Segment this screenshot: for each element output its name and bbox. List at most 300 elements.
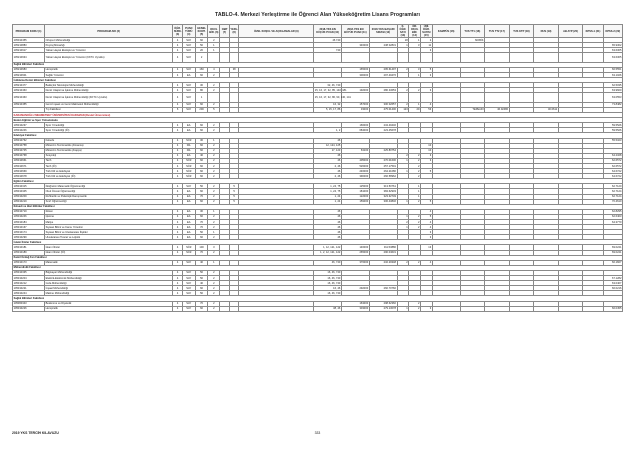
table-cell — [239, 306, 314, 311]
table-cell: 122000 — [341, 194, 369, 199]
table-cell: 2, 46 — [314, 174, 342, 179]
table-cell: 1 — [409, 194, 421, 199]
column-header: K. ÖĞR. SAYI (13) — [397, 25, 409, 38]
table-cell: EA — [182, 225, 195, 230]
table-cell: 1 — [409, 189, 421, 194]
table-cell: 105310246 — [13, 214, 45, 219]
table-cell: SAY — [182, 107, 195, 112]
table-cell — [534, 53, 559, 63]
table-cell: 4 — [173, 220, 183, 225]
table-cell: 1 — [208, 138, 220, 143]
table-cell: 105310768 — [13, 153, 45, 158]
table-cell: 16, 46, 740 — [314, 276, 342, 281]
table-cell: 1, 2, 12, 121, 122 — [314, 250, 342, 255]
table-cell: 63.0553 — [603, 93, 622, 103]
table-cell: 4 — [173, 128, 183, 133]
table-cell: 62.5035 — [603, 83, 622, 88]
table-cell: 2 — [208, 235, 220, 240]
table-cell: 60 — [195, 169, 208, 174]
table-cell: 66.0216 — [603, 286, 622, 291]
table-cell: 4 — [173, 250, 183, 255]
table-cell: 105310762 — [13, 138, 45, 143]
table-cell: 2 — [208, 270, 220, 275]
table-cell: 4 — [173, 158, 183, 163]
table-cell: 2 — [397, 220, 409, 225]
table-cell: 105310221 — [13, 286, 45, 291]
table-cell: EA — [182, 189, 195, 194]
table-cell: 80 — [195, 88, 208, 93]
table-cell: 105310719 — [13, 209, 45, 214]
table-cell: 105310174 — [13, 230, 45, 235]
table-cell: 62.7120 — [603, 184, 622, 189]
table-cell: 4 — [173, 169, 183, 174]
table-cell: İşletme — [45, 214, 173, 219]
table-cell: 46 — [314, 169, 342, 174]
table-cell: 46.02480 — [485, 107, 510, 112]
table-cell: 4 — [173, 199, 183, 204]
table-cell: 4 — [173, 143, 183, 148]
table-cell: 16, 46 — [314, 286, 342, 291]
table-cell: SAY — [182, 281, 195, 286]
table-cell: 4 — [173, 209, 183, 214]
table-cell — [460, 306, 485, 311]
table-cell: 105310209 — [13, 194, 45, 199]
table-cell: 46 — [314, 138, 342, 143]
table-cell: Bilgisayar Mühendisliği — [45, 270, 173, 275]
table-cell: 6 — [173, 107, 183, 112]
table-cell: 2 — [208, 301, 220, 306]
table-cell: SÖZ — [182, 250, 195, 255]
table-cell: 66.5551 — [603, 67, 622, 72]
table-cell — [485, 306, 510, 311]
table-cell: 123 — [397, 107, 409, 112]
table-cell: 4 — [421, 225, 433, 230]
table-cell: 1 — [397, 199, 409, 204]
table-cell: 1 — [208, 48, 220, 53]
table-cell: 60 — [195, 38, 208, 43]
column-header: AB AYP (20) — [558, 25, 583, 38]
table-cell: 70 — [195, 301, 208, 306]
table-cell: 2 — [409, 306, 421, 311]
table-cell: 4 — [173, 163, 183, 168]
table-cell: 105310189 — [13, 250, 45, 255]
table-cell: 4 — [421, 102, 433, 107]
table-cell — [421, 93, 433, 103]
table-cell — [220, 306, 230, 311]
table-cell: 2 — [208, 250, 220, 255]
table-cell: 740 — [314, 48, 342, 53]
column-header: 2018-YKS BAŞARI SIRASI (12) — [369, 25, 397, 38]
table-cell: 105310661 — [13, 158, 45, 163]
table-cell: 16, 46, 740 — [314, 281, 342, 286]
table-cell: 105310226 — [13, 306, 45, 311]
table-cell: 5 — [208, 107, 220, 112]
table-cell: Makine Mühendisliği — [45, 291, 173, 296]
table-cell: 225.80754 — [369, 148, 397, 153]
table-cell: 4 — [173, 306, 183, 311]
table-cell: 5 — [229, 199, 239, 204]
table-cell: Felsefe — [45, 138, 173, 143]
table-cell: 2 — [208, 169, 220, 174]
table-cell: 60 — [195, 214, 208, 219]
table-cell: Spor Yöneticiliği (İÖ) — [45, 128, 173, 133]
table-cell — [534, 306, 559, 311]
table-cell: 2 — [409, 88, 421, 93]
table-cell: 4 — [173, 214, 183, 219]
table-cell — [208, 93, 220, 103]
table-cell: Deniz Ulaştırma İşletme Mühendisliği (KKTC Uyruklu) — [45, 93, 173, 103]
table-cell: 15, 16, 17, 32, 86, 90, 140, 141 — [314, 93, 342, 103]
table-cell: 46 — [314, 220, 342, 225]
table-cell: 12, 124, 125 — [314, 143, 342, 148]
table-cell: Deniz Ulaştırma İşletme Mühendisliği — [45, 88, 173, 93]
table-cell: 38, 46 — [314, 306, 342, 311]
table-cell: 105010455 — [13, 38, 45, 43]
table-cell: 29 — [409, 107, 421, 112]
table-cell: SAY — [182, 301, 195, 306]
table-cell: Yaban Hayatı Ekolojisi ve Yönetimi (KKTC Uyruklu) — [45, 53, 173, 63]
table-cell — [409, 53, 421, 63]
table-cell: 2 — [208, 214, 220, 219]
table-cell: 105210477 — [13, 83, 45, 88]
table-cell: 105310167 — [13, 225, 45, 230]
table-cell: 2 — [397, 153, 409, 158]
table-cell: Balıkçılık Teknolojisi Mühendisliği — [45, 83, 173, 88]
table-cell: 15, 16, 17, 32, 85, 140, 181 — [314, 88, 347, 92]
section-label: Edebiyat Fakültesi — [13, 133, 623, 138]
table-cell: 4 — [173, 48, 183, 53]
table-cell: SAY — [182, 260, 195, 265]
table-cell: 3 — [421, 306, 433, 311]
column-header: ÖR. OKUL BİR. (14) — [409, 25, 421, 38]
table-cell: 4 — [173, 123, 183, 128]
table-cell: 223.45678 — [369, 128, 397, 133]
table-cell: 46, 740 — [314, 260, 342, 265]
table-cell: SAY — [182, 270, 195, 275]
table-cell: 60 — [195, 199, 208, 204]
table-cell: EA — [182, 214, 195, 219]
table-cell — [432, 306, 460, 311]
table-cell: DİL — [182, 143, 195, 148]
table-cell — [397, 93, 409, 103]
table-cell: SAY — [182, 102, 195, 107]
table-cell — [409, 93, 421, 103]
table-cell: 4 — [173, 174, 183, 179]
table-cell: 105310745 — [13, 148, 45, 153]
table-cell — [220, 53, 230, 63]
table-cell: 5 — [229, 184, 239, 189]
table-cell: 46 — [314, 158, 342, 163]
table-cell: 2 — [397, 88, 409, 93]
table-cell: 53 — [421, 107, 433, 112]
table-cell: 38 — [229, 67, 239, 72]
table-cell — [432, 93, 460, 103]
table-cell: 1 — [195, 93, 208, 103]
table-cell: 105310237 — [13, 123, 45, 128]
table-cell: 2 — [208, 88, 220, 93]
table-cell: 60 — [195, 235, 208, 240]
table-cell: 50 — [195, 291, 208, 296]
table-cell: 2 — [208, 184, 220, 189]
table-cell: İktisat — [45, 209, 173, 214]
table-cell: 18 — [397, 38, 409, 43]
table-cell: SAY — [182, 291, 195, 296]
table-cell: 2, 46 — [314, 163, 342, 168]
table-cell: 4 — [173, 230, 183, 235]
table-cell: 4 — [173, 83, 183, 88]
table-cell — [509, 93, 534, 103]
table-cell: 105310204 — [13, 276, 45, 281]
table-cell: 5 — [229, 189, 239, 194]
section-label: Kamil Özdağ Fen Fakültesi — [13, 255, 623, 260]
table-cell: 2 — [208, 174, 220, 179]
table-cell: 5, 15, 17, 86 — [314, 107, 342, 112]
table-cell: 46.0611 — [534, 107, 559, 112]
table-cell: 40 — [195, 260, 208, 265]
table-cell: EA — [182, 199, 195, 204]
table-cell: 63.1026 — [603, 72, 622, 77]
table-cell: EA — [182, 72, 195, 77]
table-cell — [432, 53, 460, 63]
table-cell — [460, 53, 485, 63]
column-header: OKUL BİR. (6) — [208, 25, 220, 38]
table-cell: 63.6305 — [603, 53, 622, 63]
table-cell — [229, 53, 239, 63]
table-cell: 160 — [195, 67, 208, 72]
table-cell: SAY — [182, 53, 195, 63]
table-cell: 100 — [195, 245, 208, 250]
table-cell: 2 — [208, 291, 220, 296]
table-cell: 3 — [421, 230, 433, 235]
table-cell — [509, 53, 534, 63]
table-cell: İnşaat Mühendisliği — [45, 286, 173, 291]
table-cell: 60 — [195, 306, 208, 311]
table-cell: Beslenme ve Diyetetik — [45, 301, 173, 306]
table-cell — [583, 93, 603, 103]
table-cell: 4 — [173, 43, 183, 48]
table-cell: 265000 — [341, 250, 369, 255]
table-cell: 64.3770 — [603, 220, 622, 225]
table-header-row — [13, 25, 623, 38]
table-cell: 2 — [208, 286, 220, 291]
table-cell: SAY — [182, 306, 195, 311]
table-cell: 32, 46, 740 — [314, 83, 342, 88]
table-cell — [341, 53, 369, 63]
section-label: Sağlık Bilimleri Fakültesi — [13, 296, 623, 301]
table-cell: 2 — [397, 67, 409, 72]
table-cell: 16, 46, 740 — [314, 291, 342, 296]
programs-table — [12, 24, 623, 312]
table-cell: SAY — [182, 93, 195, 103]
table-cell: 146000 — [341, 245, 369, 250]
table-cell: EA — [182, 230, 195, 235]
table-cell: 13 — [421, 245, 433, 250]
table-cell: 60 — [195, 286, 208, 291]
table-cell: 60 — [195, 102, 208, 107]
table-cell: 105210883 — [13, 43, 45, 48]
table-cell: 376000 — [341, 260, 369, 265]
table-cell: 4 — [173, 88, 183, 93]
table-cell: SÖZ — [182, 245, 195, 250]
table-cell: 234.49446 — [369, 123, 397, 128]
table-cell: 200 — [195, 107, 208, 112]
table-cell: 1 — [397, 214, 409, 219]
table-cell: 1, 24, 75 — [314, 189, 342, 194]
table-cell: 63.9600 — [603, 88, 622, 93]
table-cell: 46 — [314, 225, 342, 230]
section-label: İslami İlimler Fakültesi — [13, 240, 623, 245]
table-cell: 166000 — [341, 123, 369, 128]
table-cell: 384.62903 — [369, 189, 397, 194]
table-body — [13, 38, 623, 312]
table-cell: 311.53880 — [369, 245, 397, 250]
table-cell: 2 — [409, 214, 421, 219]
table-cell: 105310315 — [13, 184, 45, 189]
table-cell: 313.50761 — [369, 184, 397, 189]
table-cell — [239, 53, 314, 63]
table-cell: EA — [182, 209, 195, 214]
table-cell: 2 — [409, 158, 421, 163]
table-cell: 1, 2 — [314, 128, 342, 133]
table-cell — [558, 306, 583, 311]
table-cell: Matematik — [45, 260, 173, 265]
table-cell: 60 — [195, 143, 208, 148]
column-header: TUS KTP (18) — [509, 25, 534, 38]
table-cell: 4 — [173, 93, 183, 103]
table-cell: Gıda Mühendisliği — [45, 281, 173, 286]
table-cell: 60 — [195, 148, 208, 153]
table-cell: DİL — [182, 148, 195, 153]
table-cell: EA — [182, 194, 195, 199]
table-cell: 2 — [195, 53, 208, 63]
table-cell: 20 — [195, 48, 208, 53]
table-cell: 181000 — [341, 189, 369, 194]
table-cell: Ortopez Mühendisliği — [45, 38, 173, 43]
table-cell: 11 — [421, 43, 433, 48]
table-cell: 33000 — [341, 107, 369, 112]
table-cell: 105310758 — [13, 143, 45, 148]
column-header: OBP (7) — [220, 25, 230, 38]
table-cell: 17, 123 — [314, 148, 342, 153]
table-cell: 323.32749 — [369, 194, 397, 199]
table-cell: SAY — [182, 38, 195, 43]
table-cell: 2 — [208, 148, 220, 153]
table-cell: 4 — [173, 281, 183, 286]
table-cell: 62.6572 — [603, 158, 622, 163]
table-cell: 69.0241 — [603, 245, 622, 250]
table-cell: 2 — [397, 260, 409, 265]
table-cell: 279.13078 — [369, 306, 397, 311]
table-cell — [460, 93, 485, 103]
table-cell: 3 — [409, 43, 421, 48]
table-cell: 1 — [409, 72, 421, 77]
table-cell: 260.70760 — [369, 286, 397, 291]
column-header: KPSS-2 (22) — [603, 25, 622, 38]
table-cell: Hemşirelik — [45, 67, 173, 72]
table-cell: 2 — [208, 189, 220, 194]
table-cell: Mütercim Tercümanlık (Almanca) — [45, 143, 173, 148]
table-cell: 526000 — [341, 163, 369, 168]
table-cell: 46 — [314, 153, 342, 158]
table-cell: Siyaset Bilimi ve Kamu Yönetimi — [45, 225, 173, 230]
table-cell: 4 — [173, 67, 183, 72]
column-header: PROGRAM ADI (2) — [45, 25, 173, 38]
table-cell: 4 — [173, 184, 183, 189]
table-cell: 232.29348 — [369, 260, 397, 265]
table-cell: 2 — [208, 220, 220, 225]
table-cell: 66.0455 — [603, 306, 622, 311]
table-cell: 105210463 — [13, 93, 45, 103]
section-label: Mühendislik Fakültesi — [13, 265, 623, 270]
table-cell: 67.1282 — [603, 276, 622, 281]
table-row — [13, 93, 623, 103]
column-header: ÜNİ. ÖĞR. SAYISI (15) — [422, 25, 431, 37]
table-cell: 2 — [208, 163, 220, 168]
table-cell: 70 — [195, 220, 208, 225]
table-cell: Gemi İnşaatı ve Gemi Makineleri Mühendisliği — [45, 102, 173, 107]
table-cell: 105310184 — [13, 220, 45, 225]
table-cell: 2 — [409, 220, 421, 225]
table-cell: 246000 — [341, 169, 369, 174]
table-cell: 64.2328 — [603, 153, 622, 158]
table-cell: 238 02831 — [369, 43, 397, 48]
table-cell: SAY — [182, 48, 195, 53]
page-number: 333 — [314, 431, 321, 435]
table-cell: 295.61497 — [369, 67, 397, 72]
table-cell: 30 — [195, 83, 208, 88]
table-cell: 3 — [409, 67, 421, 72]
table-cell: 165000 — [341, 67, 369, 72]
table-cell: İlköğretim Matematik Öğretmenliği — [45, 184, 173, 189]
table-cell: 1 — [208, 209, 220, 214]
table-cell: 4 — [173, 235, 183, 240]
table-cell: 105310219 — [13, 199, 45, 204]
table-cell: 264.21080 — [369, 169, 397, 174]
table-cell — [583, 306, 603, 311]
table-cell: 4 — [173, 260, 183, 265]
table-cell: 2 — [208, 83, 220, 88]
table-cell: 63.6305 — [603, 48, 622, 53]
table-cell: 4 — [421, 260, 433, 265]
table-cell: 3 — [421, 235, 433, 240]
table-cell: SÖZ — [182, 169, 195, 174]
table-cell — [558, 93, 583, 103]
table-cell: 105310173 — [13, 260, 45, 265]
table-cell: 1, 24, 75 — [314, 184, 342, 189]
footer-guide-title: 2019 YKS TERCİH KILAVUZU — [12, 431, 59, 435]
table-cell: 1 — [397, 306, 409, 311]
table-cell: 4 — [173, 291, 183, 296]
table-cell: 2 — [208, 38, 220, 43]
table-cell — [369, 53, 397, 63]
table-cell: 2 — [421, 38, 433, 43]
table-cell: MOBİK — [460, 38, 485, 43]
table-cell: 157000 — [341, 102, 369, 107]
table-cell: 62.8295 — [603, 209, 622, 214]
section-label: İstiklama Denizi Bilimleri Fakültesi — [13, 78, 623, 83]
table-cell: SAY — [182, 83, 195, 88]
table-cell: 64.6722 — [603, 174, 622, 179]
table-cell: 2 — [397, 102, 409, 107]
table-cell: 2 — [208, 194, 220, 199]
table-cell: 4 — [173, 138, 183, 143]
table-cell: 290.04631 — [369, 250, 397, 255]
column-header: 2018-YKS EN KÜÇÜK PUAN (10) — [314, 25, 342, 38]
table-cell: SÖZ — [182, 158, 195, 163]
table-cell: 3 — [421, 153, 433, 158]
table-cell: SAY — [182, 67, 195, 72]
table-cell: 4 — [173, 276, 183, 281]
